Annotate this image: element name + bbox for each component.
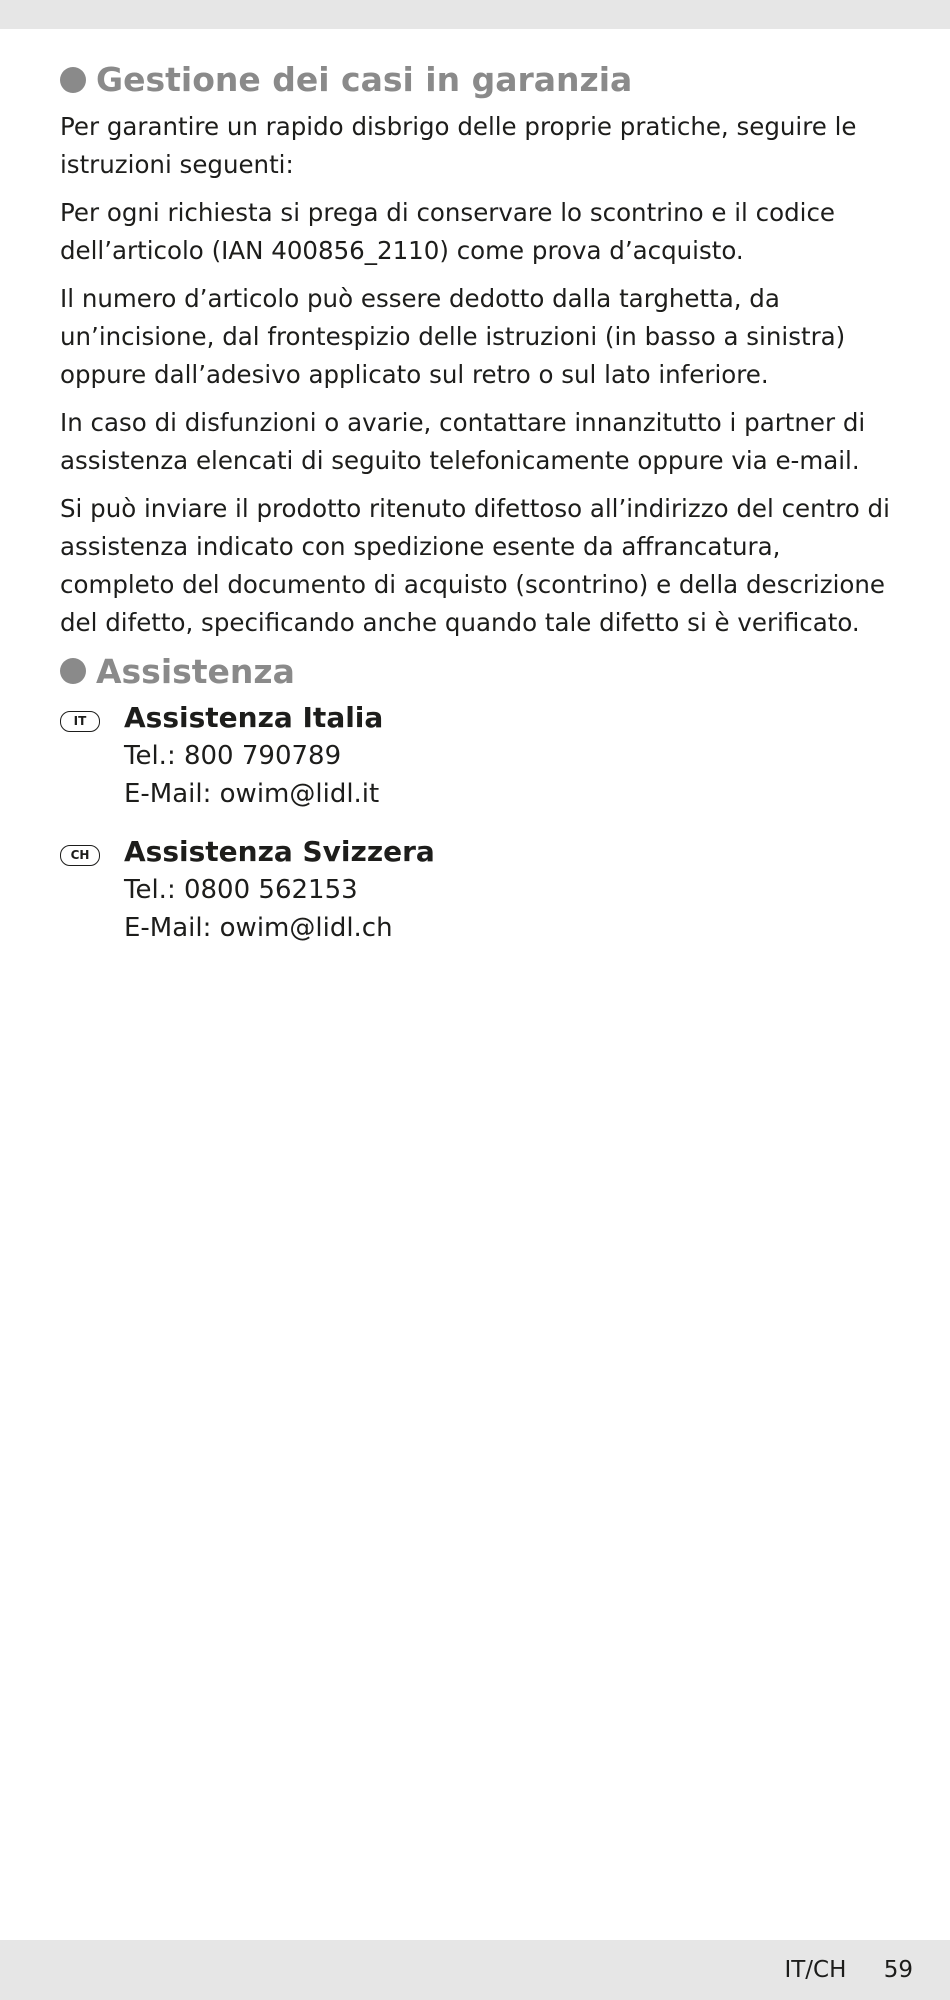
page-number: 59	[883, 1957, 913, 1983]
warranty-paragraph: Per garantire un rapido disbrigo delle proprie pratiche, seguire le istruzioni seguenti:	[60, 111, 857, 179]
country-badge-it: IT	[60, 711, 100, 732]
bullet-icon	[60, 658, 86, 684]
footer-region: IT/CH	[784, 1957, 847, 1983]
page-content	[60, 60, 900, 967]
warranty-paragraph: Si può inviare il prodotto ritenuto difettoso all’indirizzo del centro di assistenza indicato con spedizione esente da affrancatura, completo del documento di acquisto (scontrino) e della descrizione del difetto, specificando anche quando tale difetto si è verificato.	[60, 493, 890, 637]
contact-email[interactable]: E-Mail: owim@lidl.ch	[124, 913, 393, 944]
page-footer	[784, 1940, 913, 2000]
service-heading-text: Assistenza	[96, 651, 295, 691]
top-band	[0, 0, 950, 29]
contact-title: Assistenza Italia	[124, 701, 384, 735]
contact-phone: Tel.: 0800 562153	[124, 875, 358, 906]
warranty-heading-text: Gestione dei casi in garanzia	[96, 60, 633, 99]
service-heading	[60, 652, 900, 692]
contact-italy	[60, 699, 900, 813]
contact-title: Assistenza Svizzera	[124, 835, 435, 869]
bullet-icon	[60, 67, 86, 93]
contact-email[interactable]: E-Mail: owim@lidl.it	[124, 779, 380, 810]
warranty-paragraph: In caso di disfunzioni o avarie, contattare innanzitutto i partner di assistenza elencati di seguito telefonicamente oppure via e-mail.	[60, 407, 866, 475]
country-badge-ch: CH	[60, 845, 100, 866]
warranty-heading	[60, 60, 900, 100]
contact-phone: Tel.: 800 790789	[124, 741, 342, 772]
warranty-paragraph: Per ogni richiesta si prega di conservare lo scontrino e il codice dell’articolo (IAN 400856_2110) come prova d’acquisto.	[60, 197, 836, 265]
contact-switzerland	[60, 833, 900, 947]
warranty-paragraph: Il numero d’articolo può essere dedotto dalla targhetta, da un’incisione, dal frontespizio delle istruzioni (in basso a sinistra) oppure dall’adesivo applicato sul retro o sul lato inferiore.	[60, 283, 846, 389]
